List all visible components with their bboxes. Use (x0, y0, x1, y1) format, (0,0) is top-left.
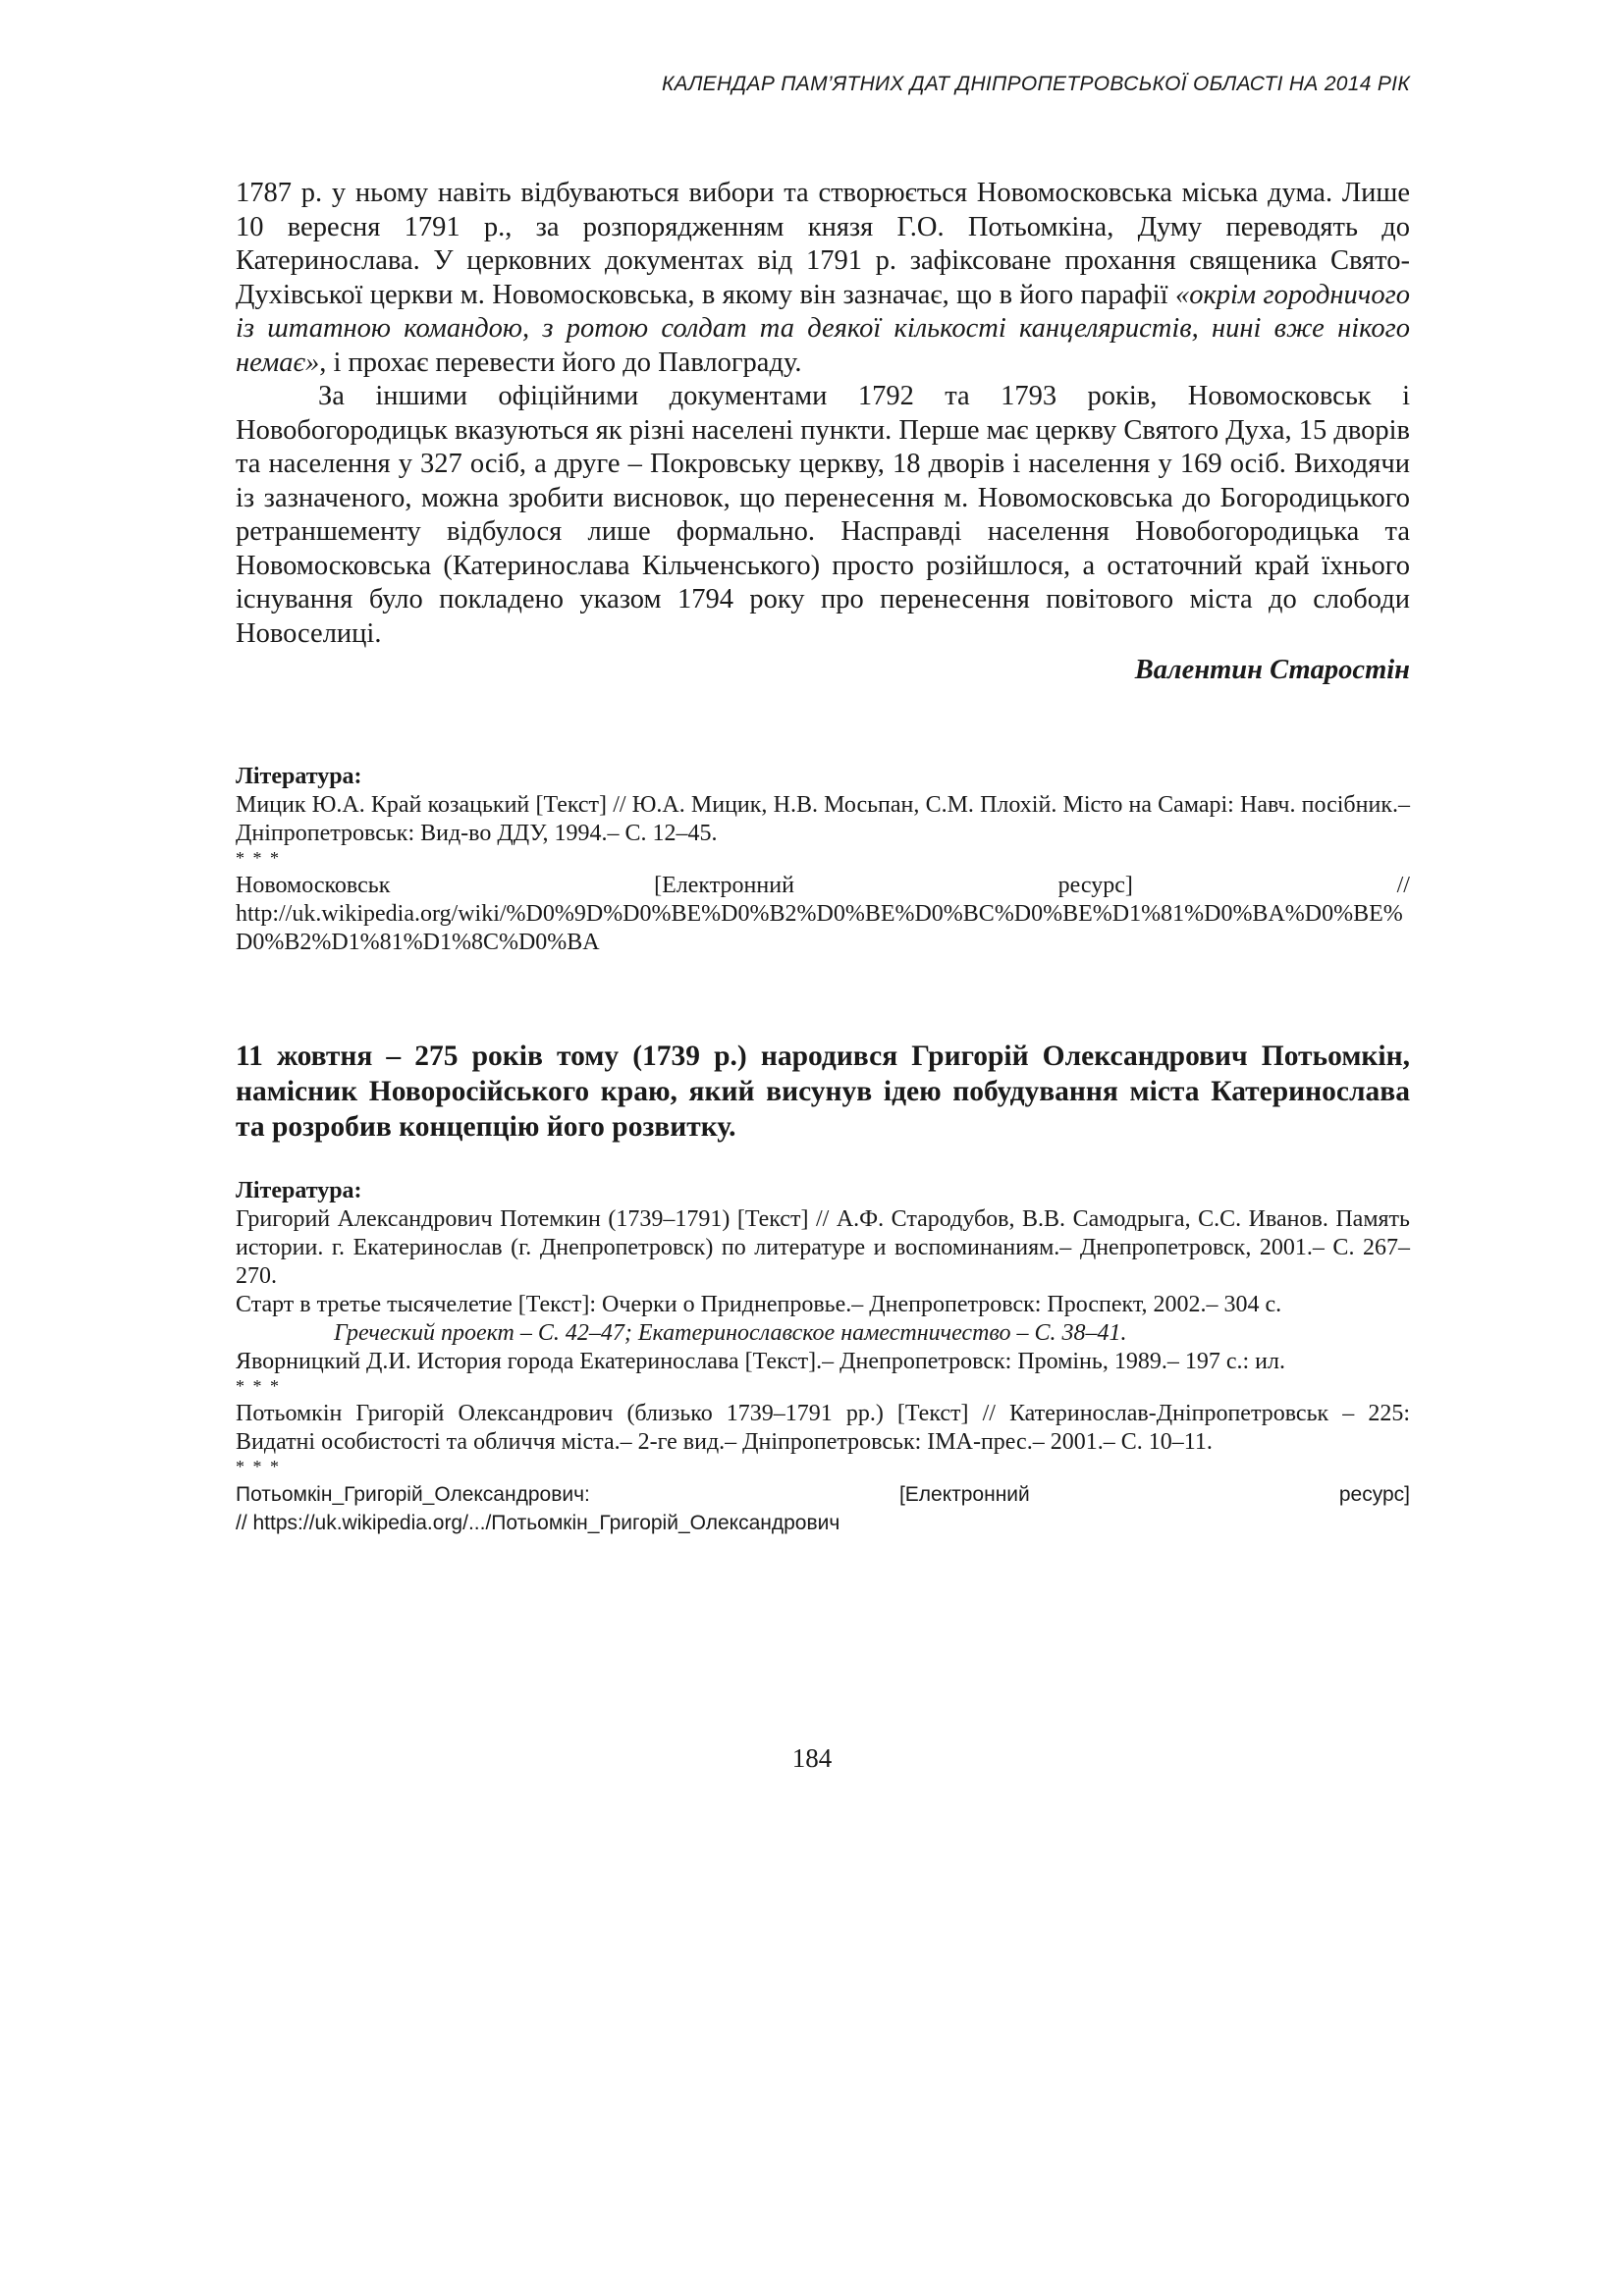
entry-word: Потьомкін_Григорій_Олександрович: (236, 1483, 590, 1506)
reference-url[interactable]: // https://uk.wikipedia.org/.../Потьомкін_Григорій_Олександрович (236, 1512, 840, 1534)
bibliography-entry: Григорий Александрович Потемкин (1739–1791) [Текст] // А.Ф. Стародубов, В.В. Самодрыга, С.С. Иванов. Память истории. г. Екатеринослав (г. Днепропетровск) по литературе и воспоминаниям.– Днепропетровск, 2001.– С. 267–270. (236, 1206, 1410, 1289)
event-heading: 11 жовтня – 275 років тому (1739 р.) народився Григорій Олександрович Потьомкін, намісник Новоросійського краю, який висунув ідею побудування міста Катеринослава та розробив концепцію його розвитку. (236, 1041, 1410, 1143)
literature-section-1 (236, 762, 1410, 957)
bibliography-entry: Мицик Ю.А. Край козацький [Текст] // Ю.А. Мицик, Н.В. Мосьпан, С.М. Плохій. Місто на Самарі: Навч. посібник.– Дніпропетровськ: Вид-во ДДУ, 1994.– С. 12–45. (236, 792, 1410, 846)
separator-stars: * * * (236, 1376, 281, 1396)
entry-word: ресурс] (1057, 873, 1133, 898)
bibliography-entry-line (236, 1480, 1410, 1509)
page-number: 184 (791, 1743, 833, 1773)
paragraph-text: 1787 р. у ньому навіть відбуваються вибори та створюється Новомосковська міська дума. Лише 10 вересня 1791 р., за розпорядженням князя Г.О. Потьомкіна, Думу переводять до Катеринослава. У церковних документах від 1791 р. зафіксоване прохання священика Свято-Духівської церкви м. Новомосковська, в якому він зазначає, що в його парафії (236, 178, 1410, 310)
quotation: «окрім городничого із штатною командою, з ротою солдат та деякої кількості канцеляристів, нині вже нікого немає» (236, 279, 1411, 378)
author-signature: Валентин Старостін (1134, 655, 1410, 685)
separator-stars: * * * (236, 1457, 281, 1476)
bibliography-entry-line (236, 872, 1410, 900)
separator-stars: * * * (236, 848, 281, 868)
bibliography-entry: Потьомкін Григорій Олександрович (близько 1739–1791 рр.) [Текст] // Катеринослав-Дніпропетровськ – 225: Видатні особистості та обличчя міста.– 2-ге вид.– Дніпропетровськ: ІМА-прес.– 2001.– С. 10–11. (236, 1401, 1410, 1455)
bibliography-entry: Старт в третье тысячелетие [Текст]: Очерки о Приднепровье.– Днепропетровск: Проспект, 2002.– 304 с. (236, 1292, 1282, 1317)
entry-word: // (1396, 873, 1410, 898)
bibliography-entry: Яворницкий Д.И. История города Екатеринослава [Текст].– Днепропетровск: Промінь, 1989.– 197 с.: ил. (236, 1349, 1285, 1374)
literature-label: Література: (236, 1178, 362, 1203)
literature-label: Література: (236, 764, 362, 789)
entry-word: [Електронний (898, 1483, 1030, 1506)
running-header: КАЛЕНДАР ПАМ’ЯТНИХ ДАТ ДНІПРОПЕТРОВСЬКОЇ ОБЛАСТІ НА 2014 РІК (661, 73, 1410, 95)
paragraph: За іншими офіційними документами 1792 та 1793 років, Новомосковськ і Новобогородицьк вказуються як різні населені пункти. Перше має церкву Святого Духа, 15 дворів та населення у 327 осіб, а друге – Покровську церкву, 18 дворів і населення у 169 осіб. Виходячи із зазначеного, можна зробити висновок, що перенесення м. Новомосковська до Богородицького ретраншементу відбулося лише формально. Насправді населення Новобогородицька та Новомосковська (Катеринослава Кільченського) просто розійшлося, а остаточний край їхнього існування було покладено указом 1794 року про перенесення повітового міста до слободи Новоселиці. (236, 381, 1410, 649)
entry-word: Новомосковськ (236, 873, 391, 898)
reference-url[interactable]: http://uk.wikipedia.org/wiki/%D0%9D%D0%BE%D0%B2%D0%BE%D0%BC%D0%BE%D1%81%D0%BA%D0%BE%D0%B2%D1%81%D1%8C%D0%BA (236, 901, 1403, 955)
bibliography-sub-entry: Греческий проект – С. 42–47; Екатеринославское наместничество – С. 38–41. (334, 1320, 1127, 1346)
paragraph-text: , і прохає перевести його до Павлограду. (319, 347, 802, 378)
entry-word: ресурс] (1338, 1483, 1410, 1506)
entry-word: [Електронний (654, 873, 794, 898)
event-entry (236, 1039, 1410, 1145)
literature-section-2 (236, 1176, 1410, 1537)
paragraph (236, 177, 1410, 380)
article-body (236, 177, 1410, 688)
